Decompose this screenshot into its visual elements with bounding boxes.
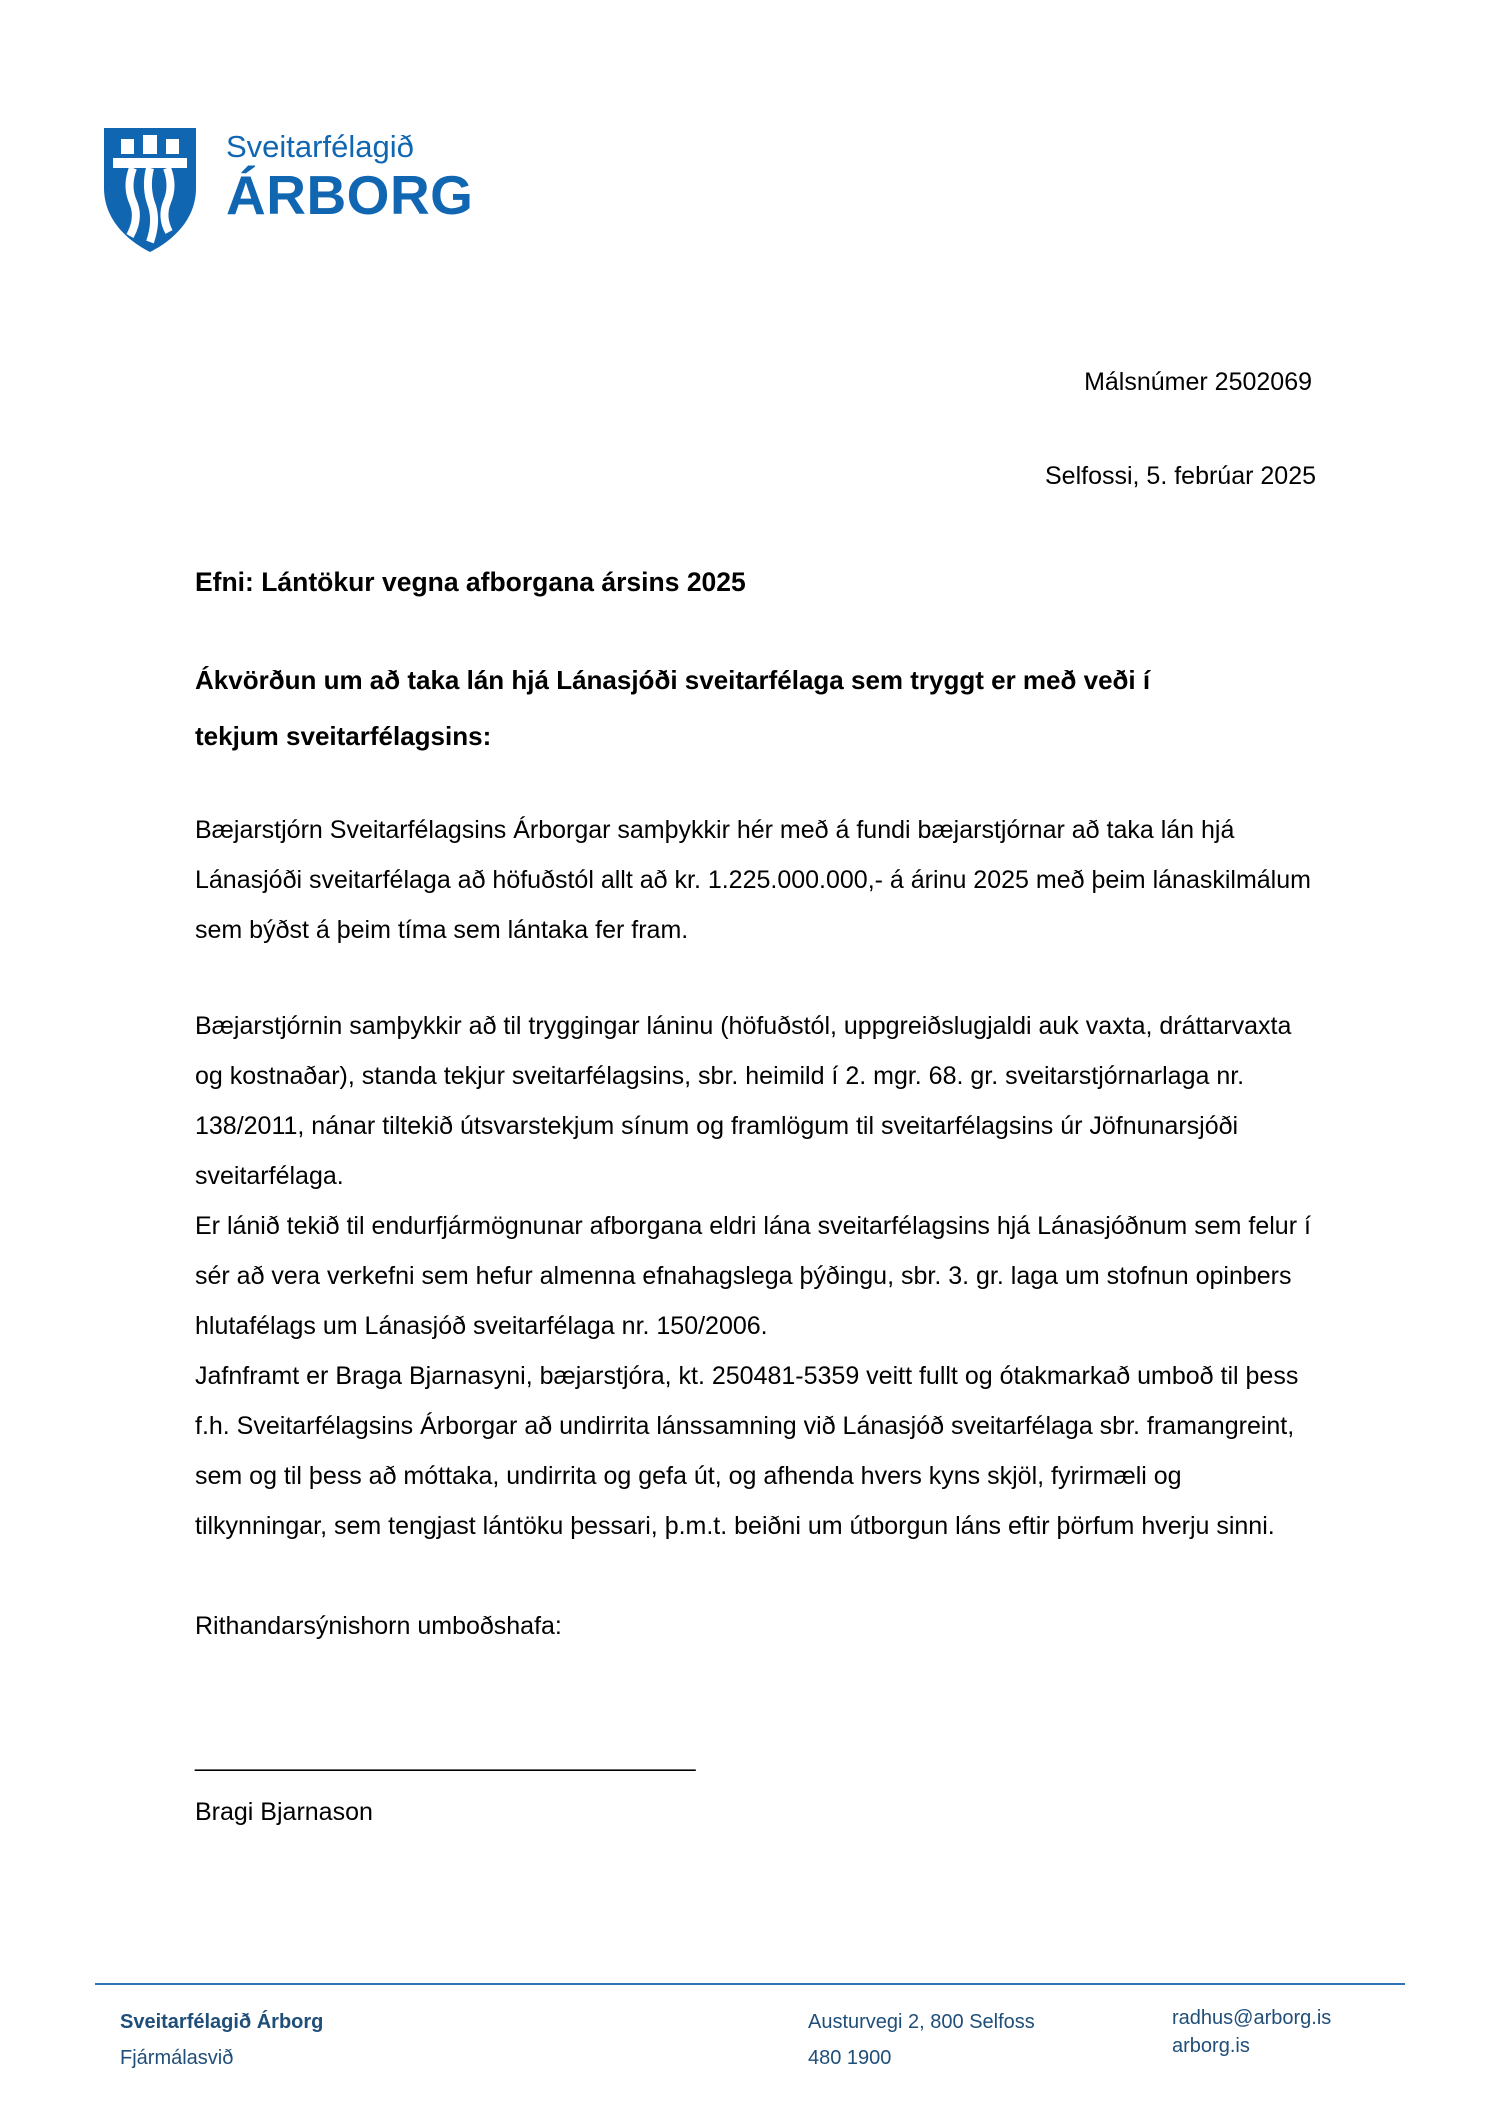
logo-org-name-small: Sveitarfélagið [226, 129, 414, 164]
arborg-coat-of-arms-icon [100, 124, 200, 256]
footer-address-block [808, 2004, 1035, 2076]
place-and-date: Selfossi, 5. febrúar 2025 [1045, 462, 1316, 490]
signature-line: ____________________________________ [195, 1743, 696, 1772]
footer-phone: 480 1900 [808, 2047, 892, 2069]
paragraph-2: Bæjarstjórnin samþykkir að til tryggingar láninu (höfuðstól, uppgreiðslugjaldi auk vaxta, dráttarvaxta og kostnaðar), standa tekjur sveitarfélagsins, sbr. heimild í 2. mgr. 68. gr. sveitarstjórnarlaga nr. 138/2011, nánar tiltekið útsvarstekjum sínum og framlögum til sveitarfélagsins úr Jöfnunarsjóði sveitarfélaga. [195, 1011, 1292, 1190]
footer-website: arborg.is [1172, 2035, 1250, 2057]
paragraph-1: Bæjarstjórn Sveitarfélagsins Árborgar samþykkir hér með á fundi bæjarstjórnar að taka lán hjá Lánasjóði sveitarfélaga að höfuðstól allt að kr. 1.225.000.000,- á árinu 2025 með þeim lánaskilmálum sem býðst á þeim tíma sem lántaka fer fram. [195, 815, 1311, 944]
logo-wordmark [226, 124, 473, 225]
signatory-name: Bragi Bjarnason [195, 1797, 373, 1826]
logo-org-name-big: ÁRBORG [226, 164, 474, 227]
footer-address: Austurvegi 2, 800 Selfoss [808, 2011, 1035, 2033]
footer-divider [95, 1983, 1405, 1985]
paragraph-3: Er lánið tekið til endurfjármögnunar afborgana eldri lána sveitarfélagsins hjá Lánasjóðnum sem felur í sér að vera verkefni sem hefur almenna efnahagslega þýðingu, sbr. 3. gr. laga um stofnun opinbers hlutafélags um Lánasjóð sveitarfélaga nr. 150/2006. [195, 1211, 1311, 1340]
paragraph-4: Jafnframt er Braga Bjarnasyni, bæjarstjóra, kt. 250481-5359 veitt fullt og ótakmarkað umboð til þess f.h. Sveitarfélagsins Árborgar að undirrita lánssamning við Lánasjóð sveitarfélaga sbr. framangreint, sem og til þess að móttaka, undirrita og gefa út, og afhenda hvers kyns skjöl, fyrirmæli og tilkynningar, sem tengjast lántöku þessari, þ.m.t. beiðni um útborgun láns eftir þörfum hverju sinni. [195, 1361, 1299, 1540]
footer-organization-block [120, 2004, 323, 2076]
footer-department: Fjármálasvið [120, 2047, 234, 2069]
footer-contact-block [1172, 2004, 1331, 2060]
letter-body [195, 556, 1317, 1837]
footer-email: radhus@arborg.is [1172, 2007, 1332, 2029]
organization-logo [100, 124, 473, 256]
signature-prompt: Rithandarsýnishorn umboðshafa: [195, 1611, 562, 1640]
subject-line: Efni: Lántökur vegna afborgana ársins 2025 [195, 567, 746, 597]
footer-org-name: Sveitarfélagið Árborg [120, 2011, 324, 2033]
decision-heading: Ákvörðun um að taka lán hjá Lánasjóði sveitarfélaga sem tryggt er með veði í tekjum sveitarfélagsins: [195, 665, 1151, 751]
case-number: Málsnúmer 2502069 [1084, 368, 1312, 396]
